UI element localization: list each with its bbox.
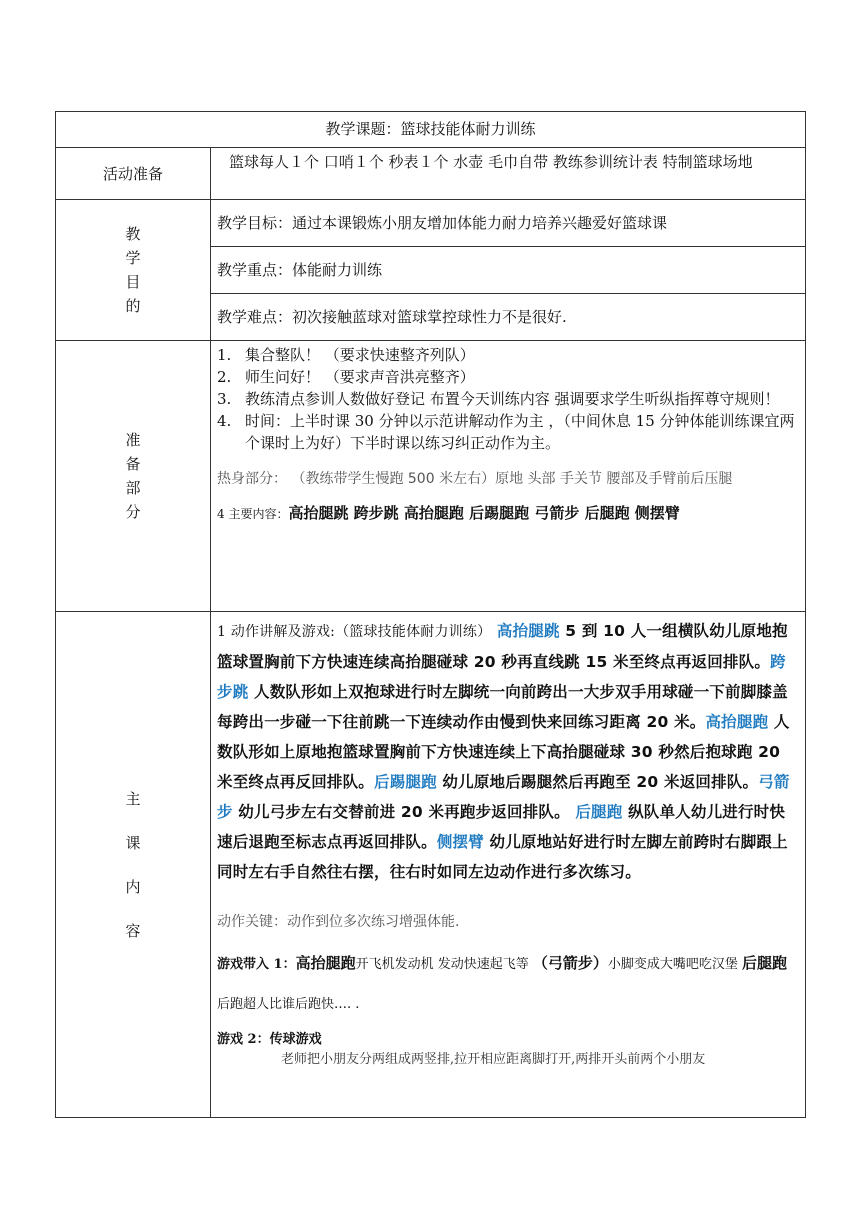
list-item: 4. 时间：上半时课 30 分钟以示范讲解动作为主 ，（中间休息 15 分钟体能训练课宜两个课时上为好）下半时课以练习纠正动作为主。 — [217, 412, 795, 452]
warmup-text: 热身部分： （教练带学生慢跑 500 米左右）原地 头部 手关节 腰部及手臂前后压腿 — [217, 471, 733, 487]
ready-content — [211, 341, 806, 612]
game-2-title: 游戏 2：传球游戏 — [217, 1032, 322, 1047]
list-item: 1. 集合整队！ （要求快速整齐列队） — [217, 346, 475, 364]
key-point: 动作关键：动作到位多次练习增强体能. — [217, 914, 460, 930]
lecture-text: 1 动作讲解及游戏:（篮球技能体耐力训练） 高抬腿跳 5 到 10 人一组横队幼儿原地抱篮球置胸前下方快速连续高抬腿碰球 20 秒再直线跳 15 米至终点再返回排队。跨步跳 人数队形如上双抱球进行时左脚统一向前跨出一大步双手用球碰一下前脚膝盖每跨出一步碰一下往前跳一下连续动作由慢到快来回练习距离 20 米。高抬腿跑 人数队形如上原地抱篮球置胸前下方快速连续上下高抬腿碰球 30 秒然后抱球跑 20 米至终点再反回排队。后踢腿跑 幼儿原地后踢腿然后再跑至 20 米返回排队。弓箭步 幼儿弓步左右交替前进 20 米再跑步返回排队。 后腿跑 纵队单人幼儿进行时快速后退跑至标志点再返回排队。侧摆臂 幼儿原地站好进行时左脚左前跨时右脚跟上同时左右手自然往右摆，往右时如同左边动作进行多次练习。 — [217, 622, 790, 881]
prep-row — [56, 148, 806, 200]
ready-row — [56, 341, 806, 612]
ready-list — [211, 341, 805, 454]
goal-row — [56, 200, 806, 247]
main-label: 主 课 内 容 — [56, 612, 211, 1118]
teaching-goal: 教学目标：通过本课锻炼小朋友增加体能力耐力培养兴趣爱好篮球课 — [211, 200, 806, 247]
game-2-description: 老师把小朋友分两组成两竖排,拉开相应距离脚打开,两排开头前两个小朋友 — [281, 1052, 706, 1067]
title-row — [56, 112, 806, 148]
main-content — [211, 612, 806, 1118]
lesson-plan-table — [55, 111, 806, 1118]
prep-label: 活动准备 — [56, 148, 211, 200]
main-content-summary: 4 主要内容：高抬腿跳 跨步跳 高抬腿跑 后踢腿跑 弓箭步 后腿跑 侧摆臂 — [217, 504, 680, 522]
lesson-title: 教学课题：篮球技能体耐力训练 — [56, 112, 806, 148]
goals-label: 教 学 目 的 — [56, 200, 211, 341]
main-row — [56, 612, 806, 1118]
teaching-focus: 教学重点：体能耐力训练 — [211, 247, 806, 294]
list-item: 2. 师生问好！ （要求声音洪亮整齐） — [217, 368, 475, 386]
ready-label: 准 备 部 分 — [56, 341, 211, 612]
list-item: 3. 教练清点参训人数做好登记 布置今天训练内容 强调要求学生听纵指挥尊守规则！ — [217, 390, 780, 408]
teaching-difficulty: 教学难点：初次接触蓝球对篮球掌控球性力不是很好. — [211, 294, 806, 341]
game-1: 游戏带入 1：高抬腿跑开飞机发动机 发动快速起飞等 （弓箭步）小脚变成大嘴吧吃汉堡 后腿跑 后跑超人比谁后跑快…. . — [217, 954, 788, 1012]
prep-text: 篮球每人１个 口哨１个 秒表１个 水壶 毛巾自带 教练参训统计表 特制篮球场地 — [211, 148, 806, 200]
